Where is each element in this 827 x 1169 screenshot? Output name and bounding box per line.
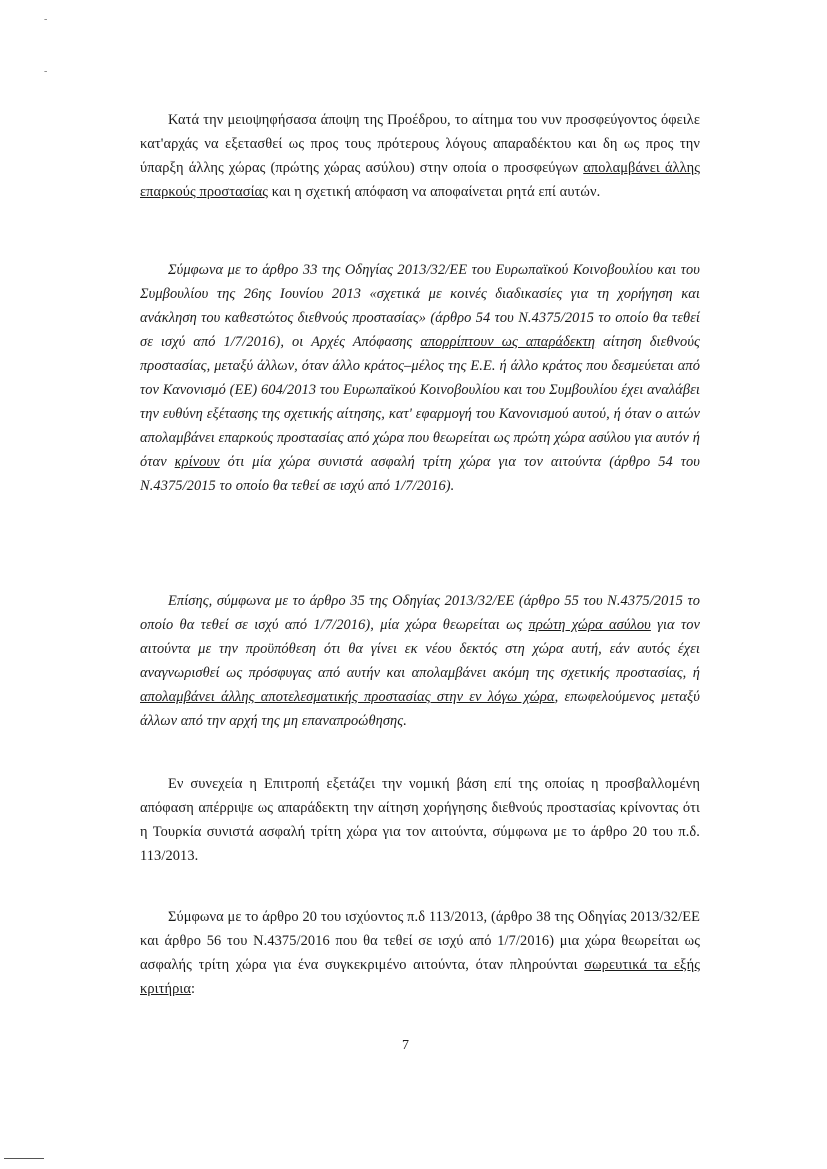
scan-mark: -	[44, 66, 48, 77]
page-number: 7	[402, 1038, 409, 1053]
footer-rule	[4, 1158, 44, 1159]
paragraph-2: Σύμφωνα με το άρθρο 33 της Οδηγίας 2013/32/ΕΕ του Ευρωπαϊκού Κοινοβουλίου και του Συμβουλίου της 26ης Ιουνίου 2013 «σχετικά με κοινές διαδικασίες για τη χορήγηση και ανάκληση του καθεστώτος διεθνούς προστασίας» (άρθρο 54 του Ν.4375/2015 το οποίο θα τεθεί σε ισχύ από 1/7/2016), οι Αρχές Απόφασης απορρίπτουν ως απαράδεκτη αίτηση διεθνούς προστασίας, μεταξύ άλλων, όταν άλλο κράτος–μέλος της Ε.Ε. ή άλλο κράτος που δεσμεύεται από τον Κανονισμό (ΕΕ) 604/2013 του Ευρωπαϊκού Κοινοβουλίου και του Συμβουλίου έχει αναλάβει την ευθύνη εξέτασης της σχετικής αίτησης, κατ' εφαρμογή του Κανονισμού αυτού, ή όταν ο αιτών απολαμβάνει επαρκούς προστασίας από χώρα που θεωρείται ως πρώτη χώρα ασύλου για αυτόν ή όταν κρίνουν ότι μία χώρα συνιστά ασφαλή τρίτη χώρα για τον αιτούντα (άρθρο 54 του Ν.4375/2015 το οποίο θα τεθεί σε ισχύ από 1/7/2016).	[140, 262, 700, 494]
paragraph-3: Επίσης, σύμφωνα με το άρθρο 35 της Οδηγίας 2013/32/ΕΕ (άρθρο 55 του Ν.4375/2015 το οποίο θα τεθεί σε ισχύ από 1/7/2016), μία χώρα θεωρείται ως πρώτη χώρα ασύλου για τον αιτούντα με την προϋπόθεση ότι θα γίνει εκ νέου δεκτός στη χώρα αυτή, εάν αυτός έχει αναγνωρισθεί ως πρόσφυγας από αυτήν και απολαμβάνει ακόμη της σχετικής προστασίας, ή απολαμβάνει άλλης αποτελεσματικής προστασίας στην εν λόγω χώρα, επωφελούμενος μεταξύ άλλων από την αρχή της μη επαναπροώθησης.	[140, 593, 700, 729]
scan-mark: -	[44, 14, 48, 25]
paragraph-5: Σύμφωνα με το άρθρο 20 του ισχύοντος π.δ 113/2013, (άρθρο 38 της Οδηγίας 2013/32/ΕΕ και άρθρο 56 του Ν.4375/2016 που θα τεθεί σε ισχύ από 1/7/2016) μια χώρα θεωρείται ως ασφαλής τρίτη χώρα για ένα συγκεκριμένο αιτούντα, όταν πληρούνται σωρευτικά τα εξής κριτήρια:	[140, 909, 700, 997]
paragraph-4: Εν συνεχεία η Επιτροπή εξετάζει την νομική βάση επί της οποίας η προσβαλλομένη απόφαση απέρριψε ως απαράδεκτη την αίτηση χορήγησης διεθνούς προστασίας κρίνοντας ότι η Τουρκία συνιστά ασφαλή τρίτη χώρα για τον αιτούντα, σύμφωνα με το άρθρο 20 του π.δ. 113/2013.	[140, 776, 700, 864]
paragraph-1: Κατά την μειοψηφήσασα άποψη της Προέδρου, το αίτημα του νυν προσφεύγοντος όφειλε κατ'αρχάς να εξετασθεί ως προς τους πρότερους λόγους απαραδέκτου και δη ως προς την ύπαρξη άλλης χώρας (πρώτης χώρας ασύλου) στην οποία ο προσφεύγων απολαμβάνει άλλης επαρκούς προστασίας και η σχετική απόφαση να αποφαίνεται ρητά επί αυτών.	[140, 112, 700, 200]
